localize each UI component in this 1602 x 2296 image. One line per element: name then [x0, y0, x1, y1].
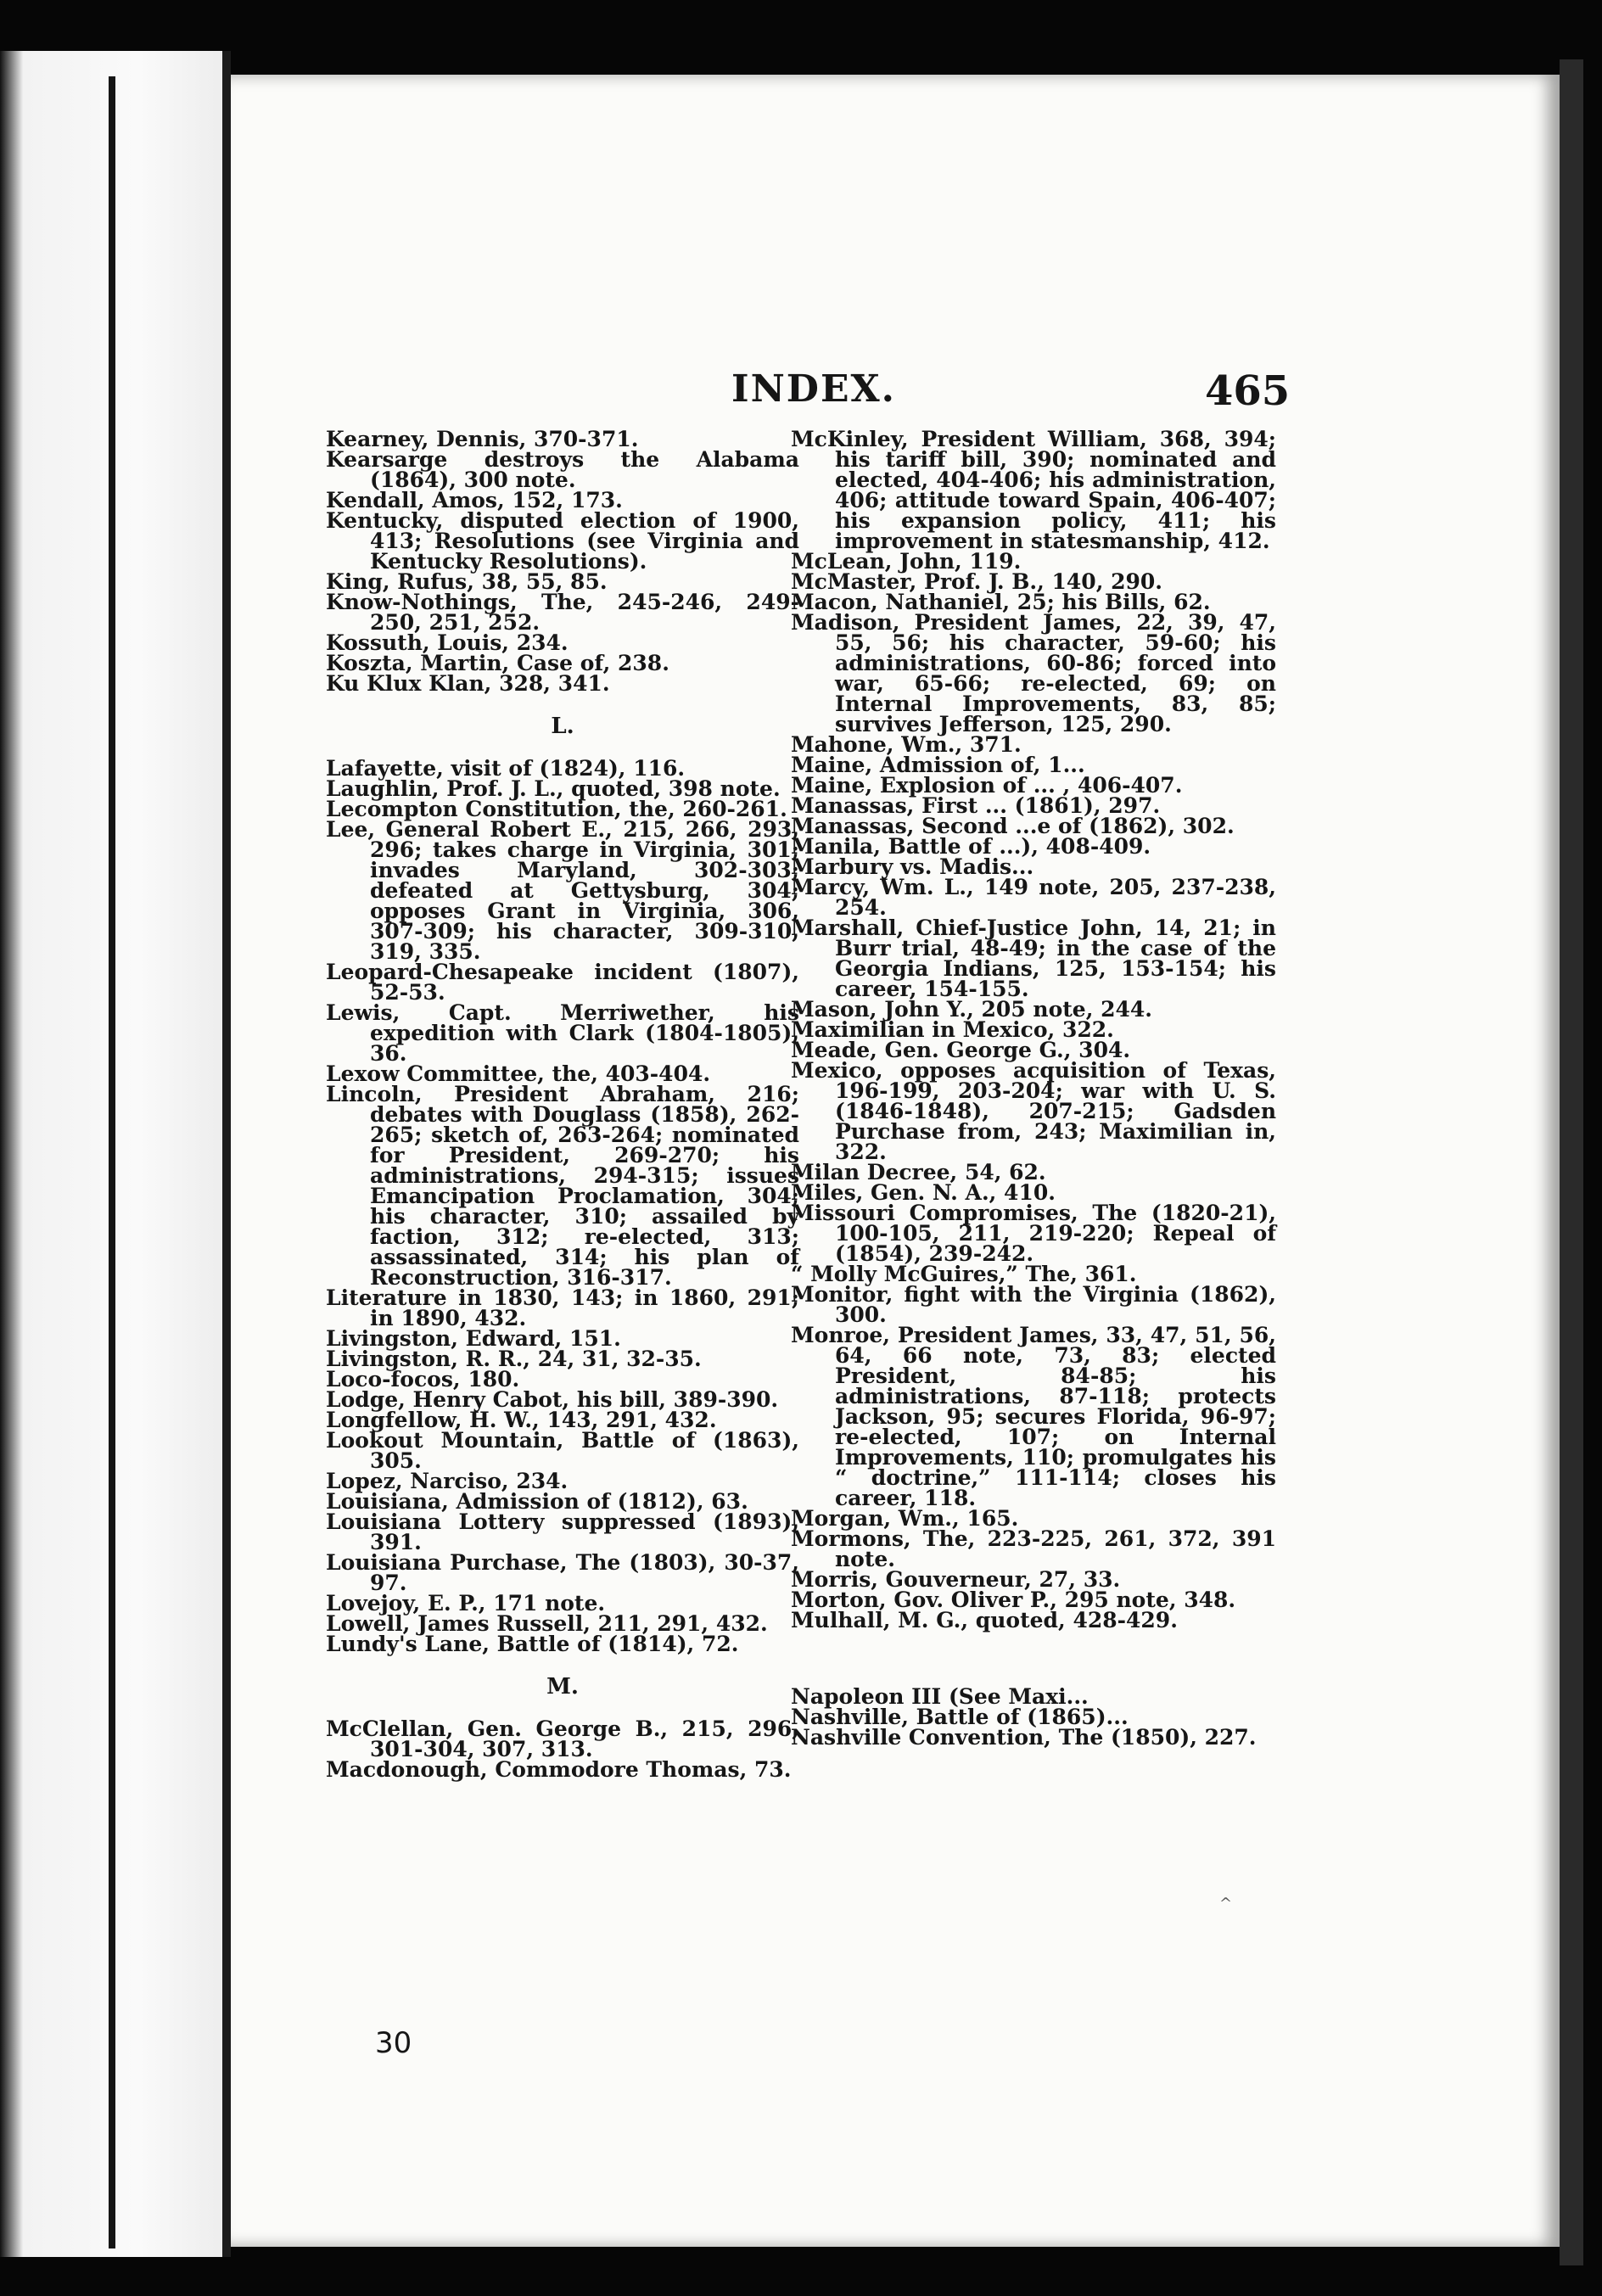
index-entry: Know-Nothings, The, 245-246, 249-250, 251, 252. [326, 590, 799, 635]
index-entry: Lundy's Lane, Battle of (1814), 72. [326, 1632, 739, 1656]
index-entry: Macon, Nathaniel, 25; his Bills, 62. [791, 590, 1211, 614]
index-entry: Mormons, The, 223-225, 261, 372, 391 note. [791, 1526, 1276, 1571]
index-entry: Leopard-Chesapeake incident (1807), 52-53. [326, 960, 799, 1005]
index-entry: Madison, President James, 22, 39, 47, 55, 56; his character, 59-60; his administrations, 60-86; forced into war, 65-66; re-elected, 69; on Internal Improvements, 83, 85; survives Jefferson, 125, 290. [791, 610, 1276, 736]
index-entry: McKinley, President William, 368, 394; his tariff bill, 390; nominated and elected, 404-406; his administration, 406; attitude toward Spain, 406-407; his expansion policy, 411; his improvement in statesmanship, 412. [791, 427, 1276, 553]
index-entry: Kossuth, Louis, 234. [326, 630, 569, 655]
index-entry: Manassas, Second ...e of (1862), 302. [791, 814, 1235, 838]
index-entry: Mahone, Wm., 371. [791, 732, 1022, 757]
index-entry: Morgan, Wm., 165. [791, 1506, 1019, 1531]
index-entry: Koszta, Martin, Case of, 238. [326, 651, 669, 675]
index-entry: Lodge, Henry Cabot, his bill, 389-390. [326, 1387, 779, 1412]
index-entry: McLean, John, 119. [791, 549, 1022, 574]
index-entry: Lee, General Robert E., 215, 266, 293, 296; takes charge in Virginia, 301; invades Maryland, 302-303; defeated at Gettysburg, 304; opposes Grant in Virginia, 306, 307-309; his character, 309-310, 319, 335. [326, 817, 799, 964]
index-entry: McMaster, Prof. J. B., 140, 290. [791, 569, 1162, 594]
section-letter-m: M. [546, 1674, 579, 1700]
index-entry: Mulhall, M. G., quoted, 428-429. [791, 1608, 1178, 1632]
index-entry: Mason, John Y., 205 note, 244. [791, 997, 1152, 1022]
index-entry: Marshall, Chief-Justice John, 14, 21; in Burr trial, 48-49; in the case of the Georgia Indians, 125, 153-154; his career, 154-155. [791, 916, 1276, 1001]
index-entry: Mexico, opposes acquisition of Texas, 196-199, 203-204; war with U. S. (1846-1848), 207-215; Gadsden Purchase from, 243; Maximilian in, 322. [791, 1058, 1276, 1164]
index-entry: Lookout Mountain, Battle of (1863), 305. [326, 1428, 799, 1473]
index-entry: Laughlin, Prof. J. L., quoted, 398 note. [326, 776, 781, 801]
index-section-n [791, 1684, 1276, 1750]
index-entry: Lewis, Capt. Merriwether, his expedition with Clark (1804-1805), 36. [326, 1000, 799, 1066]
index-entry: Loco-focos, 180. [326, 1367, 520, 1392]
index-entry: Longfellow, H. W., 143, 291, 432. [326, 1408, 717, 1432]
index-section-k [326, 429, 799, 694]
index-entry: Kearsarge destroys the Alabama (1864), 300 note. [326, 447, 799, 492]
index-entry: Lincoln, President Abraham, 216; debates with Douglass (1858), 262-265; sketch of, 263-264; nominated for President, 269-270; his administrations, 294-315; issues Emancipation Proclamation, 304; his character, 310; assailed by faction, 312; re-elected, 313; assassinated, 314; his plan of Reconstruction, 316-317. [326, 1082, 799, 1290]
index-section-m-continued [791, 429, 1276, 1631]
index-entry: Morton, Gov. Oliver P., 295 note, 348. [791, 1588, 1236, 1612]
index-entry: Marcy, Wm. L., 149 note, 205, 237-238, 254. [791, 875, 1276, 920]
index-entry: Livingston, Edward, 151. [326, 1326, 621, 1351]
index-column-left [326, 429, 799, 1780]
index-entry: Missouri Compromises, The (1820-21), 100-105, 211, 219-220; Repeal of (1854), 239-242. [791, 1201, 1276, 1266]
film-rule [222, 51, 231, 2257]
film-margin [0, 51, 231, 2257]
index-entry: Manassas, First ... (1861), 297. [791, 793, 1161, 818]
index-entry: Morris, Gouverneur, 27, 33. [791, 1567, 1121, 1592]
index-entry: Miles, Gen. N. A., 410. [791, 1180, 1056, 1205]
section-ornament: ^ [1219, 1895, 1233, 1912]
index-entry: Maximilian in Mexico, 322. [791, 1017, 1114, 1042]
index-entry: King, Rufus, 38, 55, 85. [326, 569, 608, 594]
section-gap [791, 1631, 1276, 1687]
index-entry: Lowell, James Russell, 211, 291, 432. [326, 1611, 768, 1636]
folio-number: 30 [375, 2026, 412, 2060]
index-entry: Louisiana Lottery suppressed (1893), 391. [326, 1509, 799, 1554]
index-entry: Lovejoy, E. P., 171 note. [326, 1591, 606, 1616]
index-entry: Meade, Gen. George G., 304. [791, 1038, 1131, 1062]
index-entry: Manila, Battle of ...), 408-409. [791, 834, 1151, 859]
page-number: 465 [1205, 367, 1291, 415]
index-entry: Maine, Explosion of ... , 406-407. [791, 773, 1183, 798]
section-letter-l: L. [551, 714, 574, 739]
index-column-right [791, 429, 1276, 1748]
index-entry: Lecompton Constitution, the, 260-261. [326, 797, 787, 821]
page-header [231, 367, 1560, 418]
index-entry: Lafayette, visit of (1824), 116. [326, 756, 686, 781]
index-entry: Monroe, President James, 33, 47, 51, 56, 64, 66 note, 73, 83; elected President, 84-85; his administrations, 87-118; protects Jackson, 95; secures Florida, 96-97; re-elected, 107; on Internal Improvements, 110; promulgates his “ doctrine,” 111-114; closes his career, 118. [791, 1323, 1276, 1510]
index-entry: Kearney, Dennis, 370-371. [326, 427, 639, 451]
index-entry: Louisiana, Admission of (1812), 63. [326, 1489, 748, 1514]
index-entry: Napoleon III (See Maxi... [791, 1684, 1089, 1709]
index-entry: Nashville Convention, The (1850), 227. [791, 1725, 1257, 1750]
index-entry: Literature in 1830, 143; in 1860, 291; in 1890, 432. [326, 1285, 799, 1330]
index-section-m [326, 1716, 799, 1782]
index-entry: Maine, Admission of, 1... [791, 753, 1085, 777]
film-rule [109, 76, 115, 2248]
index-entry: Ku Klux Klan, 328, 341. [326, 671, 610, 696]
index-entry: Milan Decree, 54, 62. [791, 1160, 1046, 1184]
index-section-l [326, 756, 799, 1656]
index-entry: Louisiana Purchase, The (1803), 30-37, 97. [326, 1550, 799, 1595]
page-edge-shadow [1560, 59, 1583, 2265]
index-entry: Marbury vs. Madis... [791, 854, 1034, 879]
index-entry: Kentucky, disputed election of 1900, 413; Resolutions (see Virginia and Kentucky Resolutions). [326, 508, 799, 574]
index-entry: Nashville, Battle of (1865)... [791, 1705, 1129, 1729]
index-entry: Monitor, fight with the Virginia (1862), 300. [791, 1282, 1276, 1327]
page-title: INDEX. [731, 367, 896, 411]
index-page [231, 75, 1560, 2247]
index-entry: Lexow Committee, the, 403-404. [326, 1061, 711, 1086]
index-entry: Macdonough, Commodore Thomas, 73. [326, 1757, 792, 1782]
index-entry: “ Molly McGuires,” The, 361. [791, 1262, 1137, 1286]
index-entry: Livingston, R. R., 24, 31, 32-35. [326, 1347, 702, 1371]
index-entry: Kendall, Amos, 152, 173. [326, 488, 623, 512]
index-entry: Lopez, Narciso, 234. [326, 1469, 569, 1493]
index-entry: McClellan, Gen. George B., 215, 296, 301-304, 307, 313. [326, 1716, 799, 1761]
